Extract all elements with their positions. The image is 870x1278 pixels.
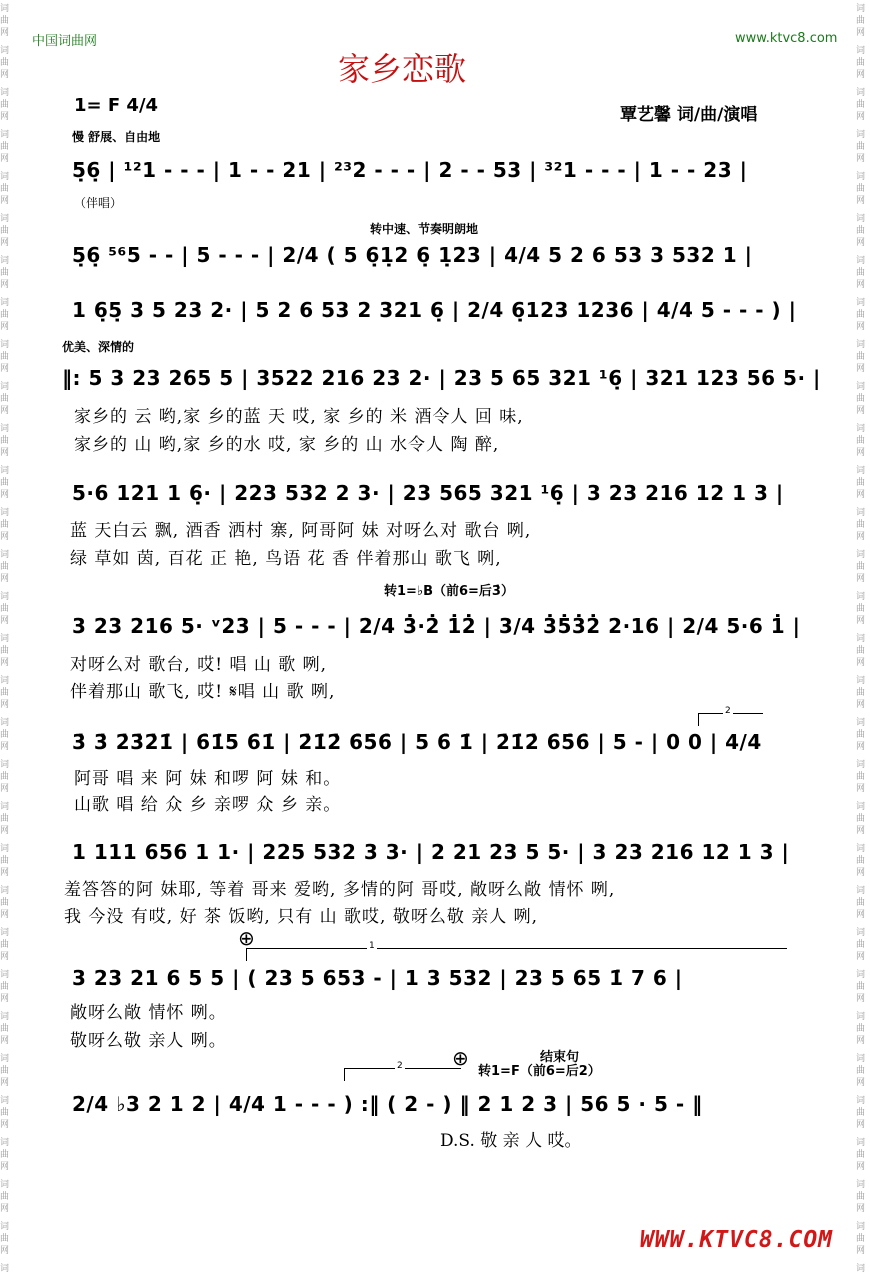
watermark-glyph: 词 <box>856 256 866 266</box>
song-title: 家乡恋歌 <box>338 50 467 88</box>
watermark-glyph: 网 <box>0 994 10 1004</box>
volta-bracket-1 <box>246 941 787 961</box>
watermark-glyph: 网 <box>856 448 866 458</box>
watermark-glyph: 曲 <box>0 772 10 782</box>
watermark-glyph: 网 <box>0 700 10 710</box>
watermark-glyph: 曲 <box>856 1024 866 1034</box>
watermark-glyph: 词 <box>856 1054 866 1064</box>
coda-sign-icon: ⊕ <box>238 926 255 950</box>
watermark-glyph: 词 <box>856 4 866 14</box>
watermark-glyph: 曲 <box>0 562 10 572</box>
watermark-glyph: 词 <box>856 634 866 644</box>
lyric-row-8-verse-2: 我 今没 有哎, 好 茶 饭哟, 只有 山 歌哎, 敬呀么敬 亲人 咧, <box>64 907 539 927</box>
lyric-row-9-verse-2: 敬呀么敬 亲人 咧。 <box>70 1031 227 1051</box>
watermark-glyph: 网 <box>0 742 10 752</box>
watermark-glyph: 词 <box>0 1264 10 1274</box>
watermark-glyph: 曲 <box>856 352 866 362</box>
watermark-glyph: 词 <box>856 844 866 854</box>
watermark-glyph: 曲 <box>856 310 866 320</box>
watermark-glyph: 网 <box>0 1078 10 1088</box>
lyric-row-8-verse-1: 羞答答的阿 妹耶, 等着 哥来 爱哟, 多情的阿 哥哎, 敞呀么敞 情怀 咧, <box>64 880 616 900</box>
watermark-glyph: 词 <box>856 298 866 308</box>
watermark-glyph: 曲 <box>0 100 10 110</box>
watermark-glyph: 词 <box>0 1054 10 1064</box>
watermark-glyph: 曲 <box>0 478 10 488</box>
watermark-glyph: 曲 <box>0 184 10 194</box>
watermark-glyph: 网 <box>856 1120 866 1130</box>
volta-number: 2 <box>725 706 731 716</box>
watermark-glyph: 网 <box>0 1036 10 1046</box>
watermark-glyph: 曲 <box>0 1024 10 1034</box>
watermark-glyph: 词 <box>856 172 866 182</box>
watermark-glyph: 曲 <box>0 394 10 404</box>
watermark-glyph: 网 <box>856 784 866 794</box>
watermark-glyph: 网 <box>856 70 866 80</box>
watermark-glyph: 词 <box>0 46 10 56</box>
watermark-glyph: 网 <box>856 490 866 500</box>
footer-site-url[interactable]: WWW.KTVC8.COM <box>640 1227 834 1253</box>
watermark-glyph: 网 <box>856 322 866 332</box>
watermark-glyph: 曲 <box>0 268 10 278</box>
watermark-glyph: 曲 <box>856 1066 866 1076</box>
watermark-glyph: 词 <box>856 88 866 98</box>
watermark-glyph: 曲 <box>0 352 10 362</box>
lyric-row-4-verse-1: 家乡的 云 哟,家 乡的蓝 天 哎, 家 乡的 米 酒令人 回 味, <box>74 407 524 427</box>
watermark-glyph: 曲 <box>856 898 866 908</box>
notation-row-7: 3̇ 3̇ 2̇3̇2̇1̇ | 6̇1̇5 6̇1̇ | 2̇1̇2̇ 6̇5̇6̇ | 5 6̇ 1̇ | 2̇1̇2̇ 6̇5̇6̇ | 5 - | 0 0 | 4/4 <box>72 730 762 754</box>
lyric-row-7-verse-2: 山歌 唱 给 众 乡 亲啰 众 乡 亲。 <box>74 795 342 815</box>
watermark-glyph: 曲 <box>856 982 866 992</box>
watermark-glyph: 网 <box>0 154 10 164</box>
notation-row-2: 5̣6̣ ⁵⁶5 - - | 5 - - - | 2/4 ( 5 6̣1̣2 6̣ 1̣23 | 4/4 5 2 6 53 3 532 1 | <box>72 243 753 267</box>
site-url-right[interactable]: www.ktvc8.com <box>735 31 838 46</box>
watermark-glyph: 网 <box>0 112 10 122</box>
watermark-glyph: 曲 <box>0 688 10 698</box>
watermark-glyph: 曲 <box>856 1192 866 1202</box>
watermark-glyph: 网 <box>856 700 866 710</box>
watermark-glyph: 词 <box>856 1096 866 1106</box>
expression-marking: 优美、深情的 <box>62 340 135 354</box>
watermark-glyph: 网 <box>856 280 866 290</box>
watermark-glyph: 词 <box>856 382 866 392</box>
watermark-glyph: 网 <box>0 868 10 878</box>
watermark-glyph: 词 <box>0 802 10 812</box>
watermark-glyph: 词 <box>856 1180 866 1190</box>
watermark-glyph: 曲 <box>856 856 866 866</box>
watermark-glyph: 曲 <box>856 268 866 278</box>
notation-row-10: 2/4 ♭3 2 1 2 | 4/4 1 - - - ) :‖ ( 2 - ) ‖ 2 1 2 3 | 56 5 · 5 - ‖ <box>72 1092 703 1116</box>
backing-vocal-note: （伴唱） <box>74 196 123 210</box>
watermark-glyph: 网 <box>0 1204 10 1214</box>
left-watermark-strip <box>0 0 14 1278</box>
watermark-glyph: 网 <box>0 1162 10 1172</box>
tempo-marking: 慢 舒展、自由地 <box>72 130 161 144</box>
watermark-glyph: 词 <box>856 550 866 560</box>
watermark-glyph: 曲 <box>856 730 866 740</box>
notation-row-4: ‖: 5 3 23 265 5 | 3522 216 23 2· | 23 5 65 321 ¹6̣ | 321 123 56 5· | <box>62 366 821 390</box>
watermark-glyph: 网 <box>856 112 866 122</box>
lyric-row-5-verse-2: 绿 草如 茵, 百花 正 艳, 鸟语 花 香 伴着那山 歌飞 咧, <box>70 549 502 569</box>
watermark-glyph: 词 <box>0 466 10 476</box>
watermark-glyph: 网 <box>0 532 10 542</box>
watermark-glyph: 词 <box>856 508 866 518</box>
watermark-glyph: 网 <box>0 406 10 416</box>
watermark-glyph: 曲 <box>856 142 866 152</box>
watermark-glyph: 网 <box>0 574 10 584</box>
watermark-glyph: 词 <box>0 424 10 434</box>
watermark-glyph: 词 <box>856 928 866 938</box>
watermark-glyph: 词 <box>0 130 10 140</box>
right-watermark-strip <box>856 0 870 1278</box>
watermark-glyph: 曲 <box>0 58 10 68</box>
watermark-glyph: 词 <box>0 340 10 350</box>
watermark-glyph: 曲 <box>856 688 866 698</box>
watermark-glyph: 网 <box>856 28 866 38</box>
volta-number: 2 <box>397 1061 403 1071</box>
watermark-glyph: 曲 <box>856 814 866 824</box>
watermark-glyph: 网 <box>0 70 10 80</box>
watermark-glyph: 词 <box>856 718 866 728</box>
coda-sign-icon: ⊕ <box>452 1046 469 1070</box>
watermark-glyph: 词 <box>0 214 10 224</box>
watermark-glyph: 网 <box>856 196 866 206</box>
watermark-glyph: 词 <box>856 676 866 686</box>
watermark-glyph: 曲 <box>856 772 866 782</box>
watermark-glyph: 词 <box>0 4 10 14</box>
volta-bracket-2 <box>344 1061 461 1081</box>
watermark-glyph: 词 <box>0 760 10 770</box>
watermark-glyph: 网 <box>0 784 10 794</box>
watermark-glyph: 曲 <box>856 1150 866 1160</box>
notation-row-3: 1 6̣5̣ 3 5 23 2· | 5 2 6 53 2 321 6̣ | 2/4 6̣123 1236 | 4/4 5 - - - ) | <box>72 298 797 322</box>
watermark-glyph: 网 <box>856 868 866 878</box>
watermark-glyph: 网 <box>0 196 10 206</box>
watermark-glyph: 网 <box>0 826 10 836</box>
watermark-glyph: 网 <box>856 154 866 164</box>
watermark-glyph: 曲 <box>0 310 10 320</box>
watermark-glyph: 网 <box>856 742 866 752</box>
watermark-glyph: 词 <box>856 1012 866 1022</box>
notation-row-6: 3 23 216 5· ᵛ23 | 5 - - - | 2/4 3̇·2̇ 1̇2̇ | 3/4 3̇5̇3̇2̇ 2·16 | 2/4 5·6 1̇ | <box>72 614 801 638</box>
watermark-glyph: 网 <box>856 994 866 1004</box>
notation-row-5: 5·6 121 1 6̣· | 223 532 2 3· | 23 565 321 ¹6̣ | 3 23 216 12 1 3 | <box>72 481 784 505</box>
watermark-glyph: 词 <box>856 802 866 812</box>
watermark-glyph: 词 <box>0 592 10 602</box>
watermark-glyph: 词 <box>0 1096 10 1106</box>
watermark-glyph: 词 <box>856 466 866 476</box>
watermark-glyph: 曲 <box>0 1150 10 1160</box>
watermark-glyph: 网 <box>856 952 866 962</box>
watermark-glyph: 网 <box>0 322 10 332</box>
watermark-glyph: 词 <box>856 1222 866 1232</box>
watermark-glyph: 网 <box>856 364 866 374</box>
watermark-glyph: 词 <box>0 550 10 560</box>
watermark-glyph: 网 <box>856 1246 866 1256</box>
watermark-glyph: 网 <box>856 574 866 584</box>
watermark-glyph: 词 <box>856 46 866 56</box>
watermark-glyph: 网 <box>0 910 10 920</box>
ds-lyric-row: D.S. 敬 亲 人 哎。 <box>440 1131 582 1151</box>
volta-bracket-2-row-7 <box>698 706 763 726</box>
watermark-glyph: 词 <box>0 718 10 728</box>
watermark-glyph: 曲 <box>856 184 866 194</box>
watermark-glyph: 词 <box>856 970 866 980</box>
watermark-glyph: 网 <box>856 658 866 668</box>
watermark-glyph: 词 <box>0 1012 10 1022</box>
key-signature: 1= F 4/4 <box>74 95 159 116</box>
watermark-glyph: 网 <box>0 448 10 458</box>
watermark-glyph: 曲 <box>856 562 866 572</box>
watermark-glyph: 词 <box>0 256 10 266</box>
watermark-glyph: 词 <box>0 1180 10 1190</box>
watermark-glyph: 词 <box>0 1138 10 1148</box>
watermark-glyph: 曲 <box>0 142 10 152</box>
watermark-glyph: 网 <box>856 910 866 920</box>
watermark-glyph: 词 <box>0 844 10 854</box>
watermark-glyph: 曲 <box>0 520 10 530</box>
watermark-glyph: 网 <box>856 532 866 542</box>
watermark-glyph: 词 <box>856 760 866 770</box>
watermark-glyph: 曲 <box>0 1108 10 1118</box>
watermark-glyph: 网 <box>856 1078 866 1088</box>
watermark-glyph: 曲 <box>0 898 10 908</box>
watermark-glyph: 网 <box>0 1246 10 1256</box>
ending-phrase-label: 结束句 <box>540 1050 580 1065</box>
watermark-glyph: 词 <box>856 592 866 602</box>
watermark-glyph: 词 <box>0 88 10 98</box>
watermark-glyph: 曲 <box>856 940 866 950</box>
watermark-glyph: 曲 <box>856 478 866 488</box>
watermark-glyph: 词 <box>0 508 10 518</box>
watermark-glyph: 曲 <box>0 814 10 824</box>
watermark-glyph: 词 <box>0 970 10 980</box>
watermark-glyph: 曲 <box>856 646 866 656</box>
watermark-glyph: 网 <box>856 826 866 836</box>
watermark-glyph: 网 <box>0 280 10 290</box>
watermark-glyph: 词 <box>0 382 10 392</box>
watermark-glyph: 曲 <box>0 436 10 446</box>
notation-row-8: 1 111 656 1 1· | 225 532 3 3· | 2 21 23 5 5· | 3 23 216 12 1 3 | <box>72 840 790 864</box>
watermark-glyph: 词 <box>0 928 10 938</box>
volta-number: 1 <box>369 941 375 951</box>
watermark-glyph: 词 <box>0 634 10 644</box>
song-credit: 覃艺馨 词/曲/演唱 <box>620 105 758 125</box>
watermark-glyph: 曲 <box>856 226 866 236</box>
watermark-glyph: 词 <box>856 1138 866 1148</box>
watermark-glyph: 曲 <box>856 604 866 614</box>
watermark-glyph: 网 <box>0 490 10 500</box>
site-name-left[interactable]: 中国词曲网 <box>32 34 98 49</box>
watermark-glyph: 网 <box>856 1036 866 1046</box>
watermark-glyph: 曲 <box>0 16 10 26</box>
watermark-glyph: 曲 <box>856 1108 866 1118</box>
watermark-glyph: 网 <box>0 28 10 38</box>
lyric-row-6-verse-2: 伴着那山 歌飞, 哎! 𝄋唱 山 歌 咧, <box>70 682 336 702</box>
lyric-row-9-verse-1: 敞呀么敞 情怀 咧。 <box>70 1003 227 1023</box>
watermark-glyph: 词 <box>856 1264 866 1274</box>
final-modulation-marking: 转1=F（前6=后2） <box>478 1064 601 1079</box>
watermark-glyph: 曲 <box>856 1234 866 1244</box>
tempo-change-marking: 转中速、节奏明朗地 <box>370 222 479 236</box>
watermark-glyph: 曲 <box>0 982 10 992</box>
watermark-glyph: 网 <box>0 238 10 248</box>
watermark-glyph: 曲 <box>0 226 10 236</box>
notation-row-9: 3 23 21 6 5 5 | ( 23 5 653 - | 1 3 532 | 23 5 65 1̇ 7 6 | <box>72 966 683 990</box>
watermark-glyph: 曲 <box>856 58 866 68</box>
watermark-glyph: 曲 <box>856 394 866 404</box>
watermark-glyph: 词 <box>0 886 10 896</box>
watermark-glyph: 词 <box>856 424 866 434</box>
modulation-marking: 转1=♭B（前6=后3̇） <box>384 584 514 599</box>
watermark-glyph: 曲 <box>856 520 866 530</box>
watermark-glyph: 网 <box>856 616 866 626</box>
watermark-glyph: 词 <box>0 172 10 182</box>
watermark-glyph: 网 <box>0 952 10 962</box>
watermark-glyph: 曲 <box>0 1066 10 1076</box>
notation-row-1: 5̣6̣ | ¹²1 - - - | 1 - - 21 | ²³2 - - - | 2 - - 53 | ³²1 - - - | 1 - - 23 | <box>72 158 748 182</box>
watermark-glyph: 词 <box>0 1222 10 1232</box>
watermark-glyph: 曲 <box>0 604 10 614</box>
watermark-glyph: 词 <box>0 298 10 308</box>
watermark-glyph: 网 <box>856 238 866 248</box>
watermark-glyph: 曲 <box>0 856 10 866</box>
watermark-glyph: 网 <box>856 1162 866 1172</box>
watermark-glyph: 曲 <box>856 16 866 26</box>
watermark-glyph: 曲 <box>856 436 866 446</box>
watermark-glyph: 曲 <box>856 100 866 110</box>
watermark-glyph: 网 <box>0 1120 10 1130</box>
lyric-row-6-verse-1: 对呀么对 歌台, 哎! 唱 山 歌 咧, <box>70 655 328 675</box>
watermark-glyph: 曲 <box>0 730 10 740</box>
watermark-glyph: 网 <box>0 364 10 374</box>
lyric-row-7-verse-1: 阿哥 唱 来 阿 妹 和啰 阿 妹 和。 <box>74 769 342 789</box>
watermark-glyph: 网 <box>856 1204 866 1214</box>
watermark-glyph: 词 <box>856 886 866 896</box>
watermark-glyph: 网 <box>0 658 10 668</box>
watermark-glyph: 曲 <box>0 1234 10 1244</box>
watermark-glyph: 词 <box>0 676 10 686</box>
lyric-row-5-verse-1: 蓝 天白云 飘, 酒香 洒村 寨, 阿哥阿 妹 对呀么对 歌台 咧, <box>70 521 532 541</box>
watermark-glyph: 曲 <box>0 940 10 950</box>
lyric-row-4-verse-2: 家乡的 山 哟,家 乡的水 哎, 家 乡的 山 水令人 陶 醉, <box>74 435 500 455</box>
watermark-glyph: 曲 <box>0 1192 10 1202</box>
watermark-glyph: 词 <box>856 214 866 224</box>
watermark-glyph: 词 <box>856 340 866 350</box>
watermark-glyph: 网 <box>856 406 866 416</box>
watermark-glyph: 词 <box>856 130 866 140</box>
watermark-glyph: 曲 <box>0 646 10 656</box>
watermark-glyph: 网 <box>0 616 10 626</box>
